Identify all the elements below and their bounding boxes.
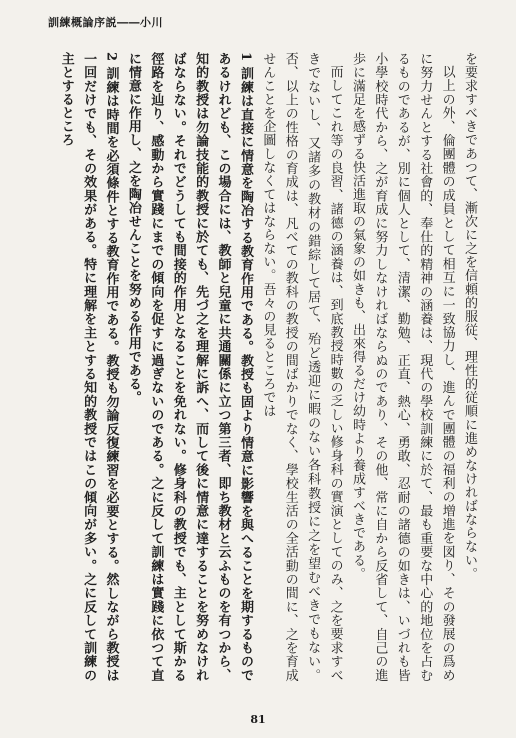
running-header: 訓練概論序説――小川 — [48, 16, 163, 29]
page-body — [40, 52, 480, 682]
paragraph: を要求すべきであつて、漸次に之を信頼的服従、理性的従順に進めなければならない。 — [462, 52, 477, 581]
paragraph: 以上の外、倫團體の成員として相互に一致協力し、進んで團體の福利の増進を図り、その發展の爲めに努力せんとする社會的、奉仕的精神の涵養は、現代の學校訓練に於て、最も重要な中心的地位を占むるものであるが、別に個人として、清潔、勤勉、正直、熱心、勇敢、忍耐の諸德の如きは、いづれも皆小學校時代から、之が育成に努力しなければならぬのであり、その他、常に自から反省して、自己の進歩に滿足を感ずる快活進取の氣象の如きも、出來得るだけ幼時より養成すべきである。 — [349, 52, 455, 682]
paragraph: 而してこれ等の良習、諸德の涵養は、到底教授時數の乏しい修身科の實演としてのみ、之を要求すべきでないし、又諸多の教材の錯綜して居て、殆ど透迎に暇のない各科教授に之を望むべきでもない。否、以上の性格の育成は、凡べての教科の教授の間ばかりでなく、學校生活の全活動の間に、之を育成せんことを企圖しなくてはならない。吾々の見るところでは — [260, 52, 343, 682]
section-paragraph: 2 訓練は時間を必須條件とする教育作用である。教授も勿論反復練習を必要とする。然しながら教授は一回だけでも、その效果がある。特に理解を主とする知的教授ではこの傾向が多い。之に反して訓練の主とするところ — [58, 52, 119, 682]
section-paragraph: 1 訓練は直接に情意を陶冶する教育作用である。教授も固より情意に影響を與へることを期するものであるけれども、この場合には、教師と兒童に共通關係に立つ第三者、即ち教材と云ふものを有つから、知的教授は勿論技能的教授に於ても、先づ之を理解に訴へ、而して後に情意に達することを努めなければならない。それでどうしても間接的作用となることを免れない。修身科の教授でも、主として斯かる徑路を辿り、感動から實踐にまでの傾向を促すに過ぎないのである。之に反して訓練は實踐に依つて直に情意に作用し、之を陶冶せんことを努める作用である。 — [125, 52, 253, 682]
page-number: 81 — [250, 713, 266, 726]
